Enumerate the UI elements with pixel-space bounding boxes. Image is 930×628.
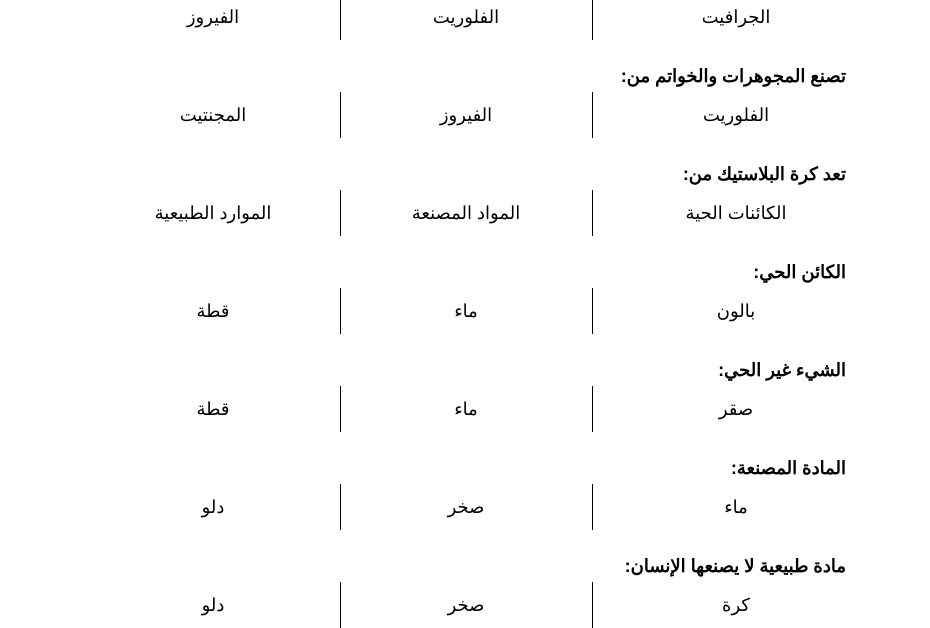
option-divider	[340, 386, 341, 432]
option-4-b[interactable]: ماء	[454, 301, 478, 321]
option-7-c[interactable]: دلو	[201, 595, 225, 615]
options-row-1	[0, 0, 930, 40]
option-divider	[340, 484, 341, 530]
option-3-c[interactable]: الموارد الطبيعية	[154, 203, 272, 223]
options-row-6	[0, 484, 930, 530]
option-divider	[592, 92, 593, 138]
question-4-prompt: الكائن الحي:	[753, 262, 846, 282]
option-1-b[interactable]: الفلوريت	[432, 7, 500, 27]
option-divider	[592, 288, 593, 334]
option-6-c[interactable]: دلو	[201, 497, 225, 517]
question-3-prompt: تعد كرة البلاستيك من:	[682, 164, 846, 184]
option-2-c[interactable]: المجنتيت	[179, 105, 247, 125]
question-6-prompt: المادة المصنعة:	[730, 458, 846, 478]
option-divider	[340, 190, 341, 236]
option-divider	[592, 386, 593, 432]
options-row-3	[0, 190, 930, 236]
option-5-a[interactable]: صقر	[718, 399, 754, 419]
options-row-5	[0, 386, 930, 432]
option-2-a[interactable]: الفلوريت	[702, 105, 770, 125]
options-row-2	[0, 92, 930, 138]
option-divider	[592, 190, 593, 236]
question-2-prompt: تصنع المجوهرات والخواتم من:	[620, 66, 846, 86]
option-4-a[interactable]: بالون	[716, 301, 756, 321]
option-divider	[592, 582, 593, 628]
option-7-b[interactable]: صخر	[447, 595, 485, 615]
question-7-prompt: مادة طبيعية لا يصنعها الإنسان:	[624, 556, 846, 576]
option-divider	[340, 92, 341, 138]
option-divider	[340, 288, 341, 334]
option-6-a[interactable]: ماء	[724, 497, 748, 517]
option-7-a[interactable]: كرة	[722, 595, 750, 615]
question-5-prompt: الشيء غير الحي:	[718, 360, 846, 380]
option-1-c[interactable]: الفيروز	[186, 7, 240, 27]
option-3-a[interactable]: الكائنات الحية	[685, 203, 787, 223]
option-divider	[340, 582, 341, 628]
option-3-b[interactable]: المواد المصنعة	[411, 203, 521, 223]
option-2-b[interactable]: الفيروز	[439, 105, 493, 125]
option-1-a[interactable]: الجرافيت	[701, 7, 771, 27]
options-row-4	[0, 288, 930, 334]
option-4-c[interactable]: قطة	[196, 301, 230, 321]
option-5-b[interactable]: ماء	[454, 399, 478, 419]
option-divider	[340, 0, 341, 40]
option-divider	[592, 484, 593, 530]
option-5-c[interactable]: قطة	[196, 399, 230, 419]
option-divider	[592, 0, 593, 40]
option-6-b[interactable]: صخر	[447, 497, 485, 517]
options-row-7	[0, 582, 930, 628]
